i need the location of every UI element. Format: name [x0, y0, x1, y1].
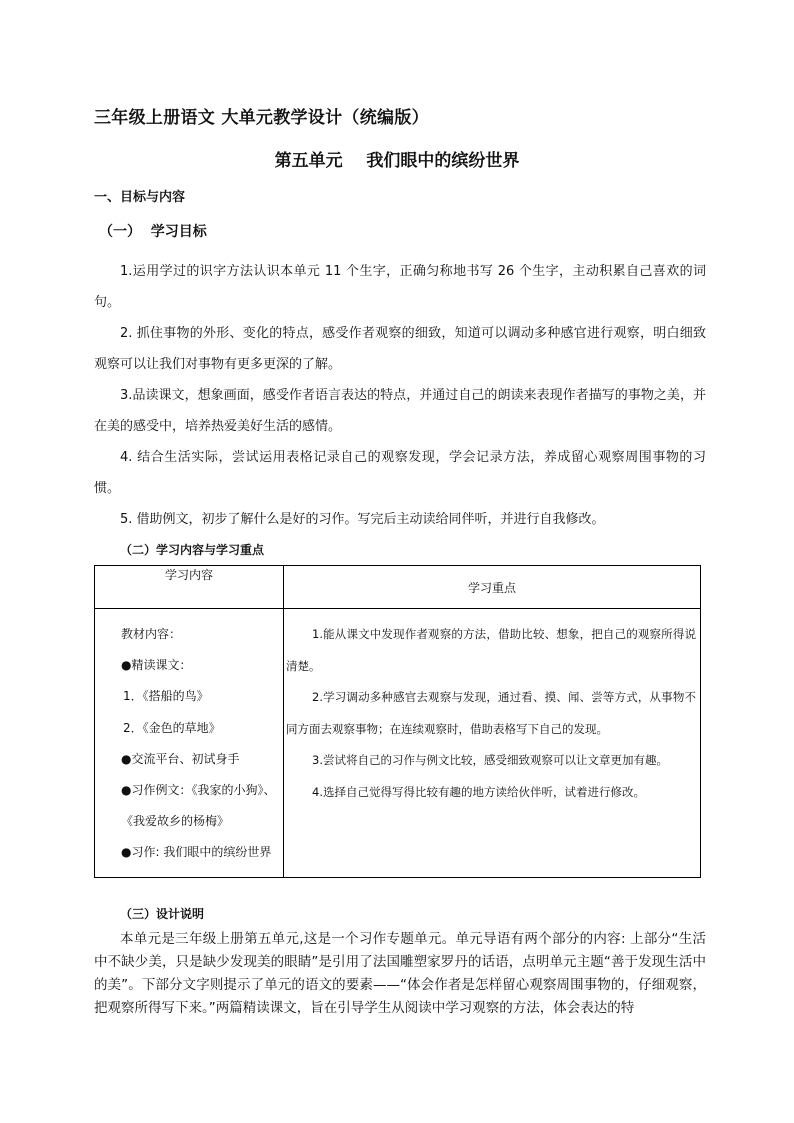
- content-cell: [95, 609, 284, 878]
- content-line: ●习作例文：《我家的小狗》、《我爱故乡的杨梅》: [121, 783, 276, 829]
- content-line: 1．《搭船的鸟》: [123, 689, 209, 704]
- table-row: [95, 609, 701, 878]
- focus-item: 3.尝试将自己的习作与例文比较，感受细致观察可以让文章更加有趣。: [312, 753, 668, 767]
- document-title: 三年级上册语文 大单元教学设计（统编版）: [94, 108, 429, 128]
- design-notes-paragraph: 本单元是三年级上册第五单元,这是一个习作专题单元。单元导语有两个部分的内容: 上部分“生活中不缺少美，只是缺少发现美的眼睛”是引用了法国雕塑家罗丹的话语，点明单元主题“善于发现生活中的美”。下部分文字则提示了单元的语文的要素——“体会作者是怎样留心观察周围事物的，仔细观察，把观察所得写下来。”两篇精读课文，旨在引导学生从阅读中学习观察的方法，体会表达的特: [94, 931, 706, 1016]
- content-line: ●习作: 我们眼中的缤纷世界: [121, 845, 272, 860]
- focus-item: 1.能从课文中发现作者观察的方法，借助比较、想象，把自己的观察所得说清楚。: [286, 627, 696, 673]
- learning-goal-item: 3.品读课文，想象画面，感受作者语言表达的特点，并通过自己的朗读来表现作者描写的事物之美，并在美的感受中，培养热爱美好生活的感情。: [94, 388, 706, 434]
- unit-title: 第五单元 我们眼中的缤纷世界: [274, 151, 520, 171]
- learning-goal-item: 5. 借助例文，初步了解什么是好的习作。写完后主动读给同伴听，并进行自我修改。: [120, 512, 605, 527]
- focus-cell: [284, 609, 701, 878]
- content-line: ●交流平台、初试身手: [121, 751, 240, 766]
- learning-goal-item: 1.运用学过的识字方法认识本单元 11 个生字，正确匀称地书写 26 个生字，主动积累自己喜欢的词句。: [94, 264, 706, 310]
- design-notes-heading: （三）设计说明: [120, 907, 205, 921]
- learning-goal-item: 2. 抓住事物的外形、变化的特点，感受作者观察的细致，知道可以调动多种感官进行观察，明白细致观察可以让我们对事物有更多更深的了解。: [94, 326, 706, 372]
- content-focus-table: [94, 565, 701, 878]
- column-header-content: 学习内容: [95, 566, 284, 609]
- column-header-focus: 学习重点: [284, 566, 701, 609]
- learning-goal-item: 4. 结合生活实际，尝试运用表格记录自己的观察发现，学会记录方法，养成留心观察周围事物的习惯。: [94, 450, 706, 496]
- table-header-row: [95, 566, 701, 609]
- content-line: 2．《金色的草地》: [123, 720, 221, 735]
- focus-item: 2.学习调动多种感官去观察与发现，通过看、摸、闻、尝等方式，从事物不同方面去观察事物；在连续观察时，借助表格写下自己的发现。: [286, 690, 696, 736]
- section-heading-goals-content: 一、目标与内容: [94, 190, 186, 205]
- content-focus-heading: （二）学习内容与学习重点: [120, 543, 265, 557]
- focus-item: 4.选择自己觉得写得比较有趣的地方读给伙伴听，试着进行修改。: [312, 784, 645, 799]
- learning-goals-list: [94, 256, 706, 535]
- learning-goals-heading: （一） 学习目标: [99, 224, 207, 240]
- content-line: ●精读课文：: [121, 658, 192, 673]
- content-line: 教材内容：: [121, 627, 182, 641]
